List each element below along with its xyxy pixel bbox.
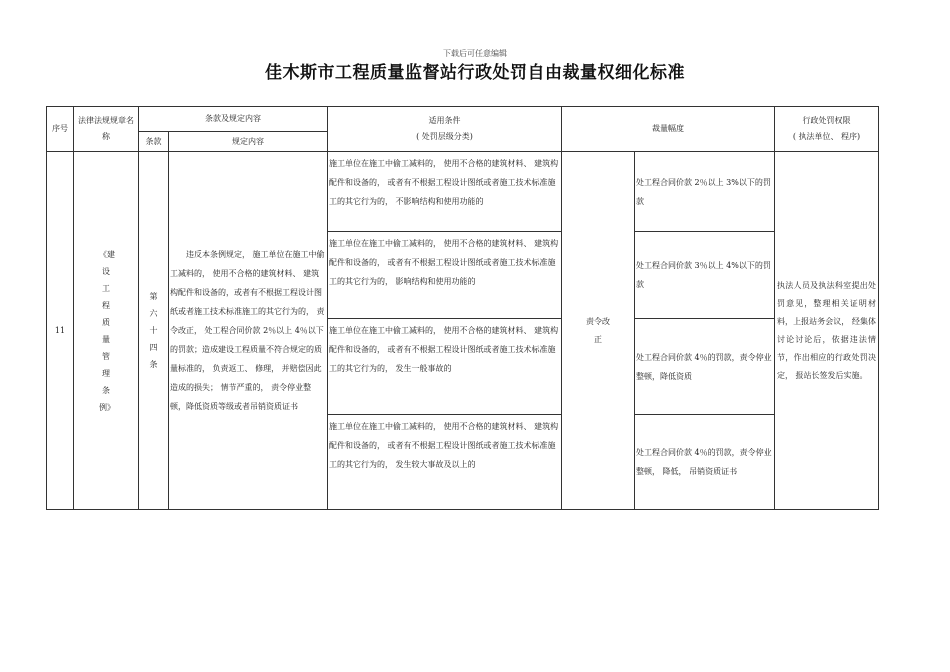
col-seq-header: 序号 xyxy=(47,107,74,152)
correction-cell xyxy=(562,152,635,510)
row-rule-cell: 违反本条例规定， 施工单位在施工中偷工减料的， 使用不合格的建筑材料、 建筑构配件和设备的，或者有不根据工程设计图纸或者施工技术标准施工的其它行为的， 责令改正， 处工程合同价款 2％以上 4％以下的罚款；造成建设工程质量不符合规定的质量标准的， 负责返工、 修理， 并赔偿因此造成的损失； 情节严重的， 责令停业整顿，降低资质等级或者吊销资质证书 xyxy=(169,152,328,510)
col-range-header: 裁量幅度 xyxy=(562,107,775,152)
table-header-row-1 xyxy=(47,107,879,132)
col-authority-title: 行政处罚权限 xyxy=(802,116,851,125)
row-clause-no-text: 第六十四条 xyxy=(149,292,158,369)
condition-cell-4: 施工单位在施工中偷工减料的， 使用不合格的建筑材料、 建筑构配件和设备的， 或者有不根据工程设计图纸或者施工技术标准施工的其它行为的， 发生较大事故及以上的 xyxy=(328,415,562,510)
col-clause-no-header: 条款 xyxy=(139,132,169,152)
penalty-standard-table xyxy=(46,106,879,510)
col-condition-header xyxy=(328,107,562,152)
col-authority-header xyxy=(775,107,879,152)
row-law-name-cell xyxy=(74,152,139,510)
range-cell-1: 处工程合同价款 2％以上 3%以下的罚款 xyxy=(635,152,775,232)
col-condition-sub: ( 处罚层级分类) xyxy=(416,132,473,141)
range-cell-2: 处工程合同价款 3％以上 4%以下的罚款 xyxy=(635,232,775,319)
condition-cell-2: 施工单位在施工中偷工减料的， 使用不合格的建筑材料、 建筑构配件和设备的， 或者有不根据工程设计图纸或者施工技术标准施工的其它行为的， 影响结构和使用功能的 xyxy=(328,232,562,319)
range-cell-3: 处工程合同价款 4％的罚款，责令停业整顿，降低资质 xyxy=(635,319,775,415)
watermark-text: 下载后可任意编辑 xyxy=(443,49,507,58)
range-cell-4: 处工程合同价款 4％的罚款，责令停业整顿， 降低， 吊销资质证书 xyxy=(635,415,775,510)
condition-cell-1: 施工单位在施工中偷工减料的， 使用不合格的建筑材料、 建筑构配件和设备的， 或者有不根据工程设计图纸或者施工技术标准施工的其它行为的， 不影响结构和使用功能的 xyxy=(328,152,562,232)
col-law-name-text: 法律法规规章名称 xyxy=(78,116,134,141)
row-clause-no-cell xyxy=(139,152,169,510)
row-law-name-text: 《建设工程质量管理条例》 xyxy=(99,249,115,412)
condition-cell-3: 施工单位在施工中偷工减料的， 使用不合格的建筑材料、 建筑构配件和设备的， 或者有不根据工程设计图纸或者施工技术标准施工的其它行为的， 发生一般事故的 xyxy=(328,319,562,415)
page-title: 佳木斯市工程质量监督站行政处罚自由裁量权细化标准 xyxy=(265,63,685,83)
col-condition-title: 适用条件 xyxy=(428,116,461,125)
correction-text: 责令改正 xyxy=(586,316,610,344)
col-law-name-header xyxy=(74,107,139,152)
table-row xyxy=(47,152,879,232)
authority-cell: 执法人员及执法科室提出处罚意见，整理相关证明材料，上报站务会议， 经集体讨论讨论后，依据违法情节，作出相应的行政处罚决定， 报站长签发后实施。 xyxy=(775,152,879,510)
col-authority-sub: ( 执法单位、 程序) xyxy=(792,132,861,141)
row-seq-cell: 11 xyxy=(47,152,74,510)
col-clause-group-header: 条款及规定内容 xyxy=(139,107,328,132)
col-clause-content-header: 规定内容 xyxy=(169,132,328,152)
